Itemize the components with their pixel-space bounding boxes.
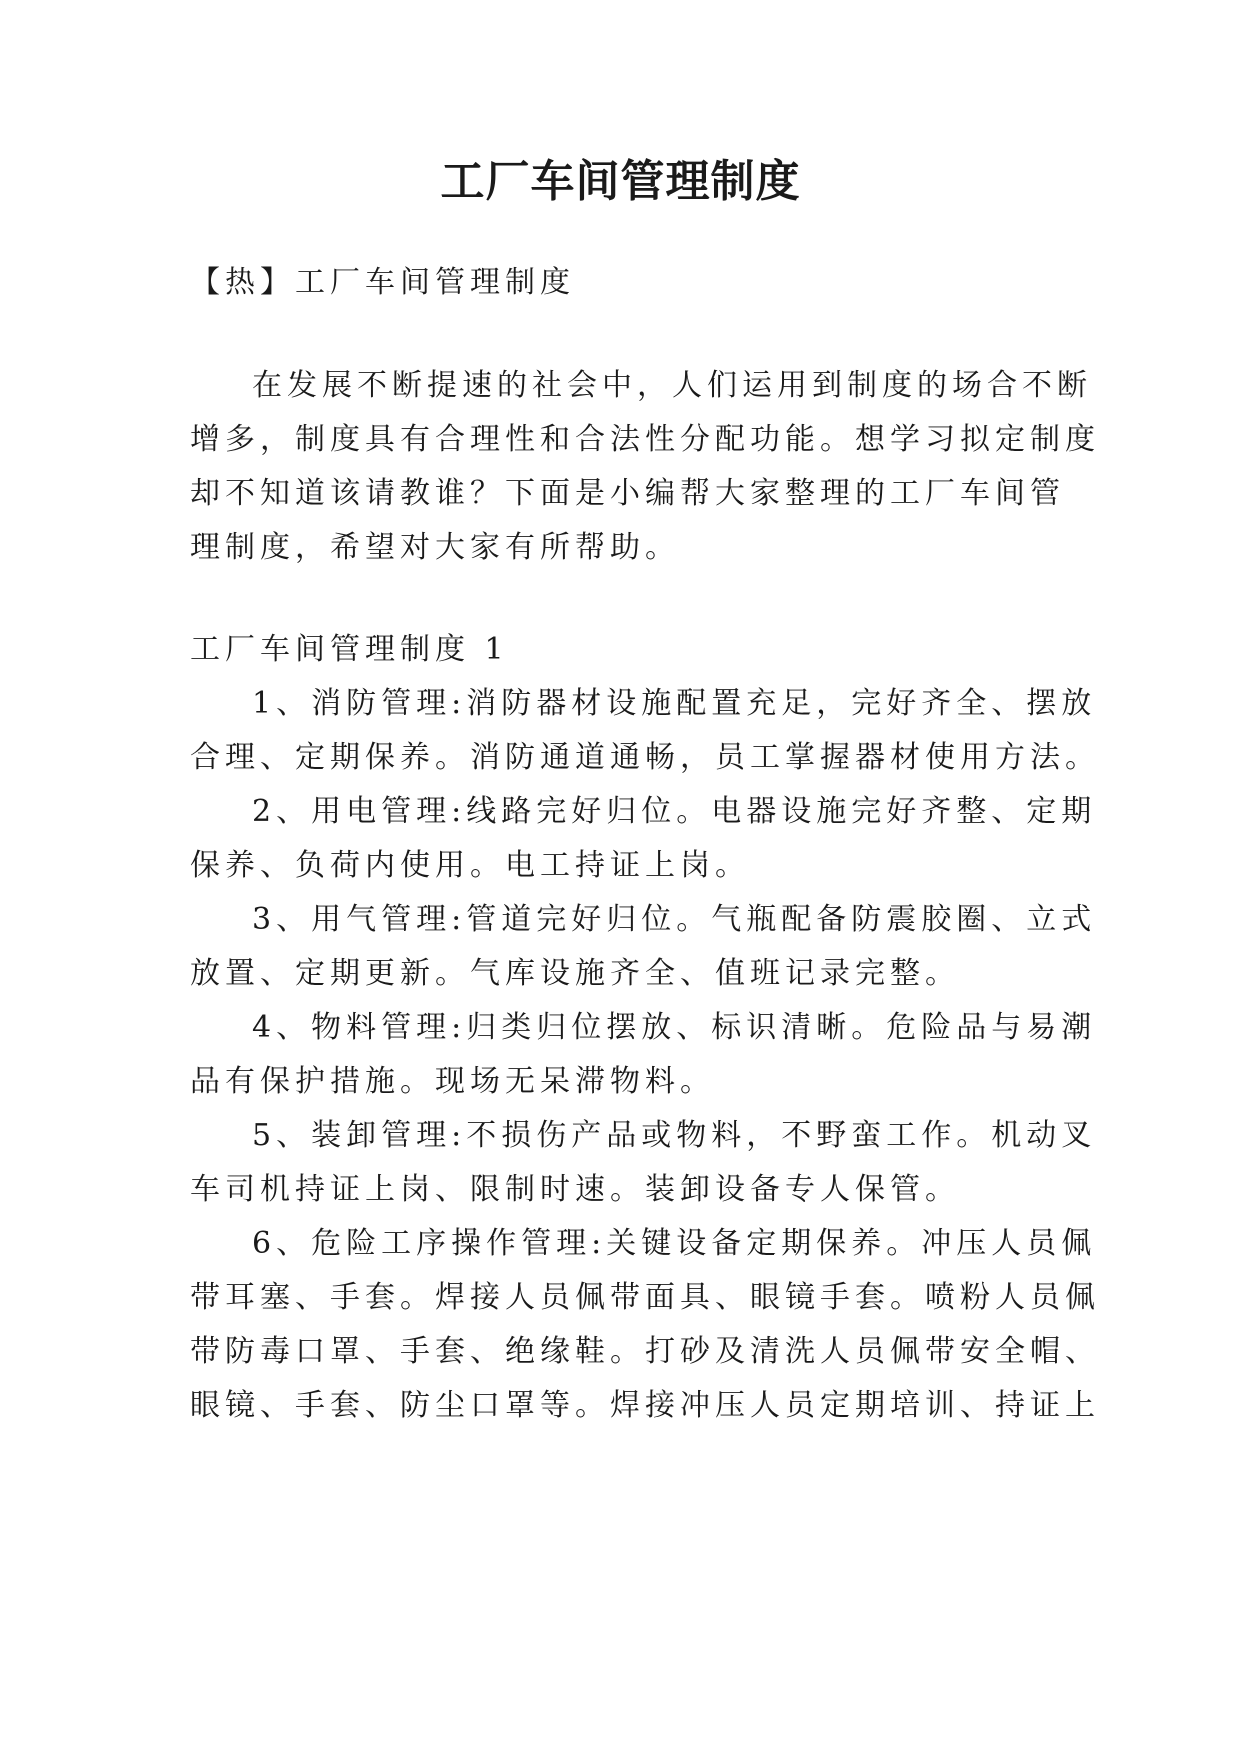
body-line: 2、用电管理:线路完好归位。电器设施完好齐整、定期 <box>252 794 1097 829</box>
body-line: 6、危险工序操作管理:关键设备定期保养。冲压人员佩 <box>252 1226 1097 1261</box>
body-line: 5、装卸管理:不损伤产品或物料，不野蛮工作。机动叉 <box>252 1118 1097 1153</box>
body-line: 眼镜、手套、防尘口罩等。焊接冲压人员定期培训、持证上 <box>190 1388 1100 1423</box>
body-line: 合理、定期保养。消防通道通畅，员工掌握器材使用方法。 <box>190 740 1100 775</box>
body-line: 放置、定期更新。气库设施齐全、值班记录完整。 <box>190 956 960 991</box>
body-line: 3、用气管理:管道完好归位。气瓶配备防震胶圈、立式 <box>252 902 1097 937</box>
intro-line: 理制度，希望对大家有所帮助。 <box>190 530 680 565</box>
section-heading: 工厂车间管理制度 1 <box>190 632 509 667</box>
body-line: 1、消防管理:消防器材设施配置充足，完好齐全、摆放 <box>252 686 1097 721</box>
document-title: 工厂车间管理制度 <box>440 156 801 207</box>
subtitle: 【热】工厂车间管理制度 <box>190 265 575 300</box>
body-line: 车司机持证上岗、限制时速。装卸设备专人保管。 <box>190 1172 960 1207</box>
body-line: 带防毒口罩、手套、绝缘鞋。打砂及清洗人员佩带安全帽、 <box>190 1334 1100 1369</box>
body-line: 4、物料管理:归类归位摆放、标识清晰。危险品与易潮 <box>252 1010 1097 1045</box>
body-line: 品有保护措施。现场无呆滞物料。 <box>190 1064 715 1099</box>
intro-line: 增多，制度具有合理性和合法性分配功能。想学习拟定制度 <box>190 422 1100 457</box>
body-line: 保养、负荷内使用。电工持证上岗。 <box>190 848 750 883</box>
intro-line: 却不知道该请教谁？下面是小编帮大家整理的工厂车间管 <box>190 476 1065 511</box>
intro-line: 在发展不断提速的社会中，人们运用到制度的场合不断 <box>252 368 1092 403</box>
body-line: 带耳塞、手套。焊接人员佩带面具、眼镜手套。喷粉人员佩 <box>190 1280 1100 1315</box>
